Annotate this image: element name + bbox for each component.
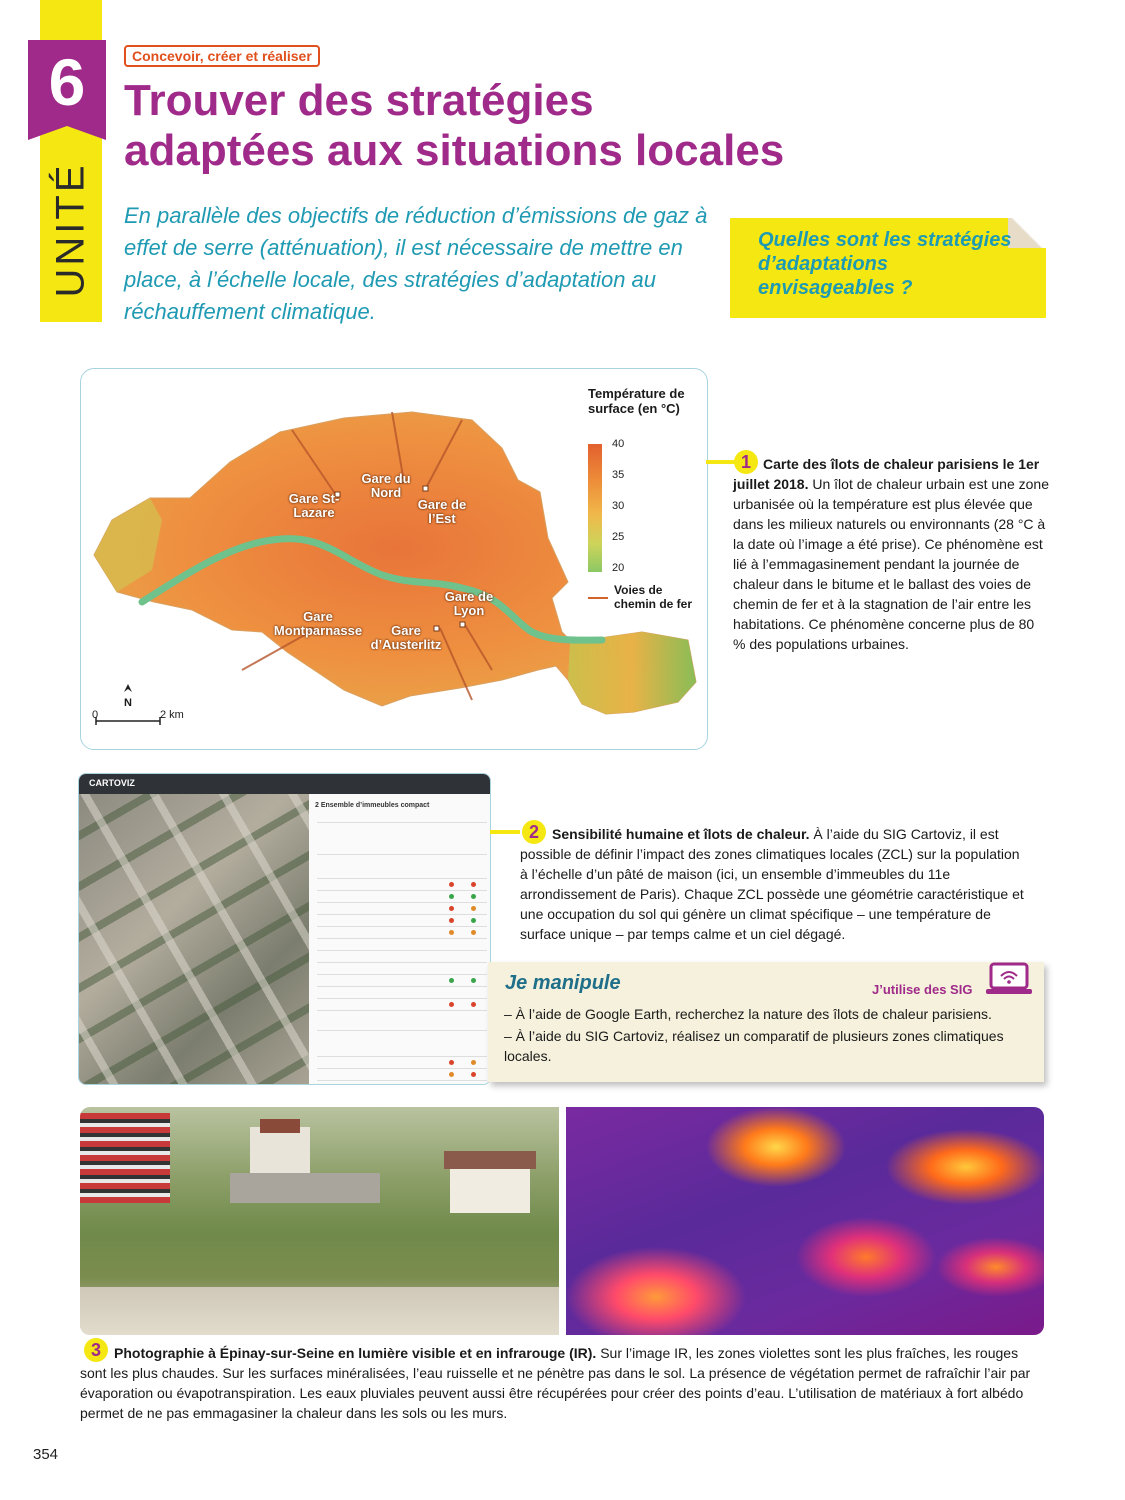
legend-tick-30: 30 [612, 500, 625, 512]
legend-tick-40: 40 [612, 438, 625, 450]
doc2-caption: Sensibilité humaine et îlots de chaleur. À l’aide du SIG Cartoviz, il est possible de définir l’impact des zones climatiques locales (ZCL) sur la population à l’échelle d’un pâté de maison (ici, un ensemble d’immeubles du 11e arrondissement de Paris). Chaque ZCL possède une géométrie caractéristique et une occupation du sol qui génère un climat spécifique – une température de surface unique – par temps calme et un ciel dégagé. [520, 826, 1024, 942]
map-woods-east [568, 632, 696, 714]
legend-tick-20: 20 [612, 562, 625, 574]
label-gare-de-lyon: Gare de Lyon [444, 589, 494, 618]
doc2-connector [490, 830, 520, 834]
section-tagline: Concevoir, créer et réaliser [124, 45, 320, 67]
label-gare-st-lazare: Gare St-Lazare [288, 491, 340, 520]
legend-title: Température de surface (en °C) [588, 386, 685, 416]
legend-tick-35: 35 [612, 469, 625, 481]
unit-label-vertical: UNITÉ [48, 162, 93, 298]
label-gare-du-nord: Gare du Nord [361, 471, 411, 500]
unit-number: 6 [48, 45, 86, 119]
activity-step-2: – À l’aide du SIG Cartoviz, réalisez un comparatif de plusieurs zones climatiques locales. [504, 1028, 1004, 1064]
photo-visible-light [80, 1107, 559, 1335]
activity-step-1: – À l’aide de Google Earth, recherchez la nature des îlots de chaleur parisiens. [504, 1006, 992, 1022]
photo-parking [230, 1173, 380, 1203]
label-gare-de-l-est: Gare de l’Est [417, 497, 467, 526]
doc2-number: 2 [522, 820, 546, 844]
photo-house-2 [450, 1165, 530, 1213]
intro-paragraph: En parallèle des objectifs de réduction d’émissions de gaz à effet de serre (atténuation), il est nécessaire de mettre en place, à l’échelle locale, des stratégies d’adaptation au réchauffement climatique. [124, 203, 708, 324]
activity-title: Je manipule [505, 972, 621, 994]
photo-house-1 [250, 1127, 310, 1173]
scale-zero: 0 [92, 709, 99, 721]
laptop-wifi-icon [986, 962, 1032, 998]
legend-color-scale [588, 444, 602, 572]
question-text: Quelles sont les stratégies d’adaptations envisageables ? [758, 229, 1012, 299]
aerial-photo [79, 794, 309, 1084]
doc3-number: 3 [84, 1338, 108, 1362]
page-number: 354 [33, 1446, 59, 1463]
paris-heat-map [82, 370, 704, 746]
cartoviz-toolbar: CARTOVIZ [79, 774, 490, 794]
photo-infrared [566, 1107, 1044, 1335]
north-label: N [124, 697, 132, 709]
activity-sig-label: J’utilise des SIG [872, 982, 973, 997]
doc3-caption: Photographie à Épinay-sur-Seine en lumière visible et en infrarouge (IR). Sur l’image IR, les zones violettes sont les plus fraîches, les rouges sont les plus chaudes. Sur les surfaces minéralisées, l’eau ruisselle et ne pénètre pas dans le sol. La présence de végétation permet de rafraîchir l’air par évaporation ou évapotranspiration. Les eaux pluviales peuvent aussi être récupérées pour créer des points d’eau. L’utilisation de matériaux à fort albédo permet de ne pas emmagasiner la chaleur dans les sols ou les murs. [80, 1345, 1031, 1421]
scale-end: 2 km [160, 709, 184, 721]
label-gare-d-austerlitz: Gare d’Austerlitz [370, 623, 442, 652]
photo-ground [80, 1287, 559, 1335]
doc1-connector [706, 460, 736, 464]
legend-rail-swatch [588, 597, 608, 599]
legend-tick-25: 25 [612, 531, 625, 543]
photo-building-left [80, 1113, 170, 1203]
north-arrow [124, 684, 132, 692]
doc1-number: 1 [734, 450, 758, 474]
label-gare-montparnasse: Gare Montparnasse [273, 609, 363, 638]
page-title: Trouver des stratégies adaptées aux situations locales [124, 76, 785, 175]
legend-rail-label: Voies de chemin de fer [614, 583, 693, 611]
doc1-caption: Carte des îlots de chaleur parisiens le 1er juillet 2018. Un îlot de chaleur urbain est une zone urbanisée où la température est plus élevée que dans les milieux naturels ou environnants (28 °C à la date où l’image a été prise). Ce phénomène est lié à l’emmagasinement pendant la journée de chaleur dans le bitume et le ballast des voies de chemin de fer et à la stagnation de l’air entre les habitations. Ce phénomène concerne plus de 80 % des populations urbaines. [733, 456, 1049, 652]
cartoviz-screenshot [78, 773, 491, 1085]
cartoviz-indicator-panel: 2 Ensemble d’immeubles compact [309, 794, 490, 1084]
